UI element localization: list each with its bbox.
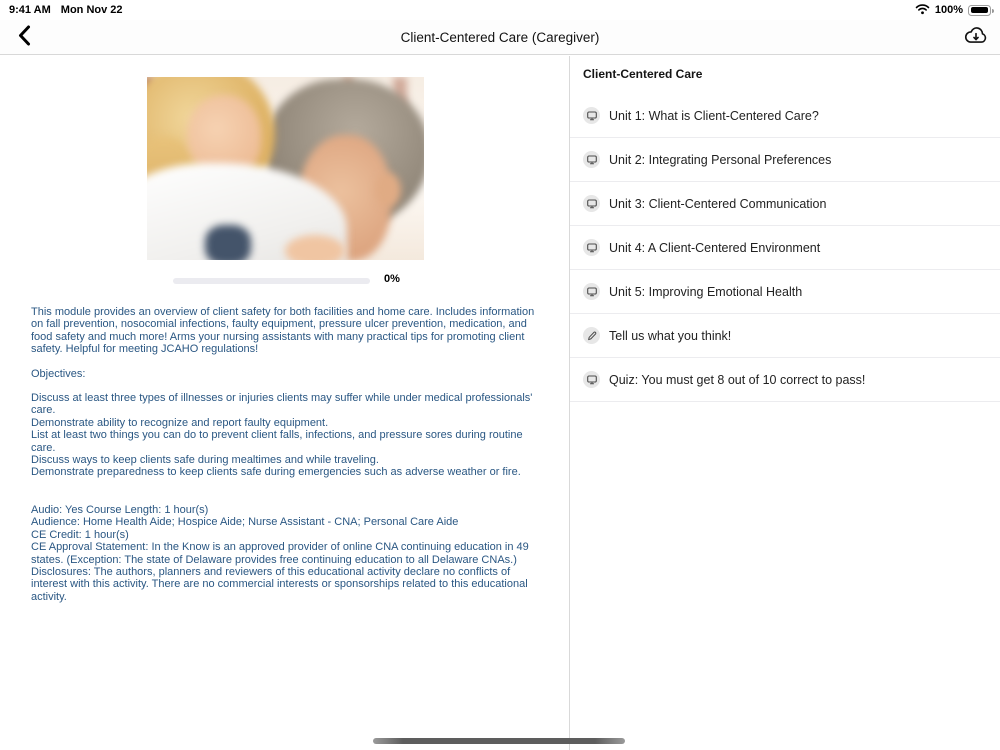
outline-item-unit-1[interactable] [570,94,1000,138]
monitor-icon [583,195,600,212]
pencil-icon [583,327,600,344]
outline-item-unit-5[interactable] [570,270,1000,314]
outline-item-label: Unit 2: Integrating Personal Preferences [609,152,832,167]
course-detail-line: CE Credit: 1 hour(s) [31,528,129,541]
monitor-icon [583,151,600,168]
course-detail-line: Audio: Yes Course Length: 1 hour(s) [31,503,209,516]
progress-percent-label: 0% [384,273,400,285]
objective-item: Demonstrate preparedness to keep clients safe during emergencies such as adverse weather or fire. [31,466,521,479]
objectives-heading: Objectives: [31,367,86,380]
course-progress [0,272,569,288]
content-area [0,56,1000,750]
course-description-block [31,306,539,603]
outline-item-unit-4[interactable] [570,226,1000,270]
outline-item-label: Quiz: You must get 8 out of 10 correct to pass! [609,372,866,387]
course-detail-line: Audience: Home Health Aide; Hospice Aide; Nurse Assistant - CNA; Personal Care Aide [31,516,459,529]
course-detail-line: Disclosures: The authors, planners and reviewers of this educational activity declare no conflicts of interest with this activity. There are no commercial interests or sponsorships related to this educational activity. [31,565,528,603]
monitor-icon [583,239,600,256]
outline-item-label: Tell us what you think! [609,328,732,343]
course-description: This module provides an overview of client safety for both facilities and home care. Includes information on fall prevention, nosocomial infections, faulty equipment, pressure ulcer prevention, medication, and food safety and much more! Arms your nursing assistants with many practical tips for promoting client safety. Helpful for meeting JCAHO regulations! [31,306,535,356]
objective-item: List at least two things you can do to prevent client falls, infections, and pressure sores during routine care. [31,429,523,454]
outline-item-unit-2[interactable] [570,138,1000,182]
outline-item-unit-3[interactable] [570,182,1000,226]
monitor-icon [583,107,600,124]
back-button[interactable] [12,26,36,50]
nav-bar [0,20,1000,55]
wifi-icon [915,3,930,18]
outline-item-label: Unit 3: Client-Centered Communication [609,196,827,211]
outline-title: Client-Centered Care [583,67,703,81]
outline-item-label: Unit 1: What is Client-Centered Care? [609,108,819,123]
chevron-left-icon [18,25,31,51]
outline-item-feedback[interactable] [570,314,1000,358]
download-button[interactable] [962,25,990,51]
objective-item: Demonstrate ability to recognize and report faulty equipment. [31,416,329,429]
horizontal-scrollbar[interactable] [373,738,625,744]
objective-item: Discuss at least three types of illnesses or injuries clients may suffer while under medical professionals' care. [31,392,533,417]
course-detail-panel [0,56,569,750]
monitor-icon [583,371,600,388]
outline-item-label: Unit 4: A Client-Centered Environment [609,240,821,255]
page-title: Client-Centered Care (Caregiver) [400,29,600,45]
objective-item: Discuss ways to keep clients safe during mealtimes and while traveling. [31,454,379,467]
status-bar [0,0,1000,20]
battery-icon [968,5,991,16]
objectives-list [31,392,539,479]
course-detail-line: CE Approval Statement: In the Know is an approved provider of online CNA continuing education in 49 states. (Exception: The state of Delaware provides free continuing education to all Delaware CNAs.) [31,541,529,566]
status-date: Mon Nov 22 [60,4,123,16]
status-time: 9:41 AM [9,4,51,16]
course-details [31,504,539,603]
outline-item-label: Unit 5: Improving Emotional Health [609,284,803,299]
progress-bar [173,278,370,284]
battery-percent: 100% [934,4,963,16]
monitor-icon [583,283,600,300]
course-outline-panel [570,56,1000,750]
outline-item-quiz[interactable] [570,358,1000,402]
cloud-download-icon [963,24,989,52]
course-photo [147,77,424,260]
